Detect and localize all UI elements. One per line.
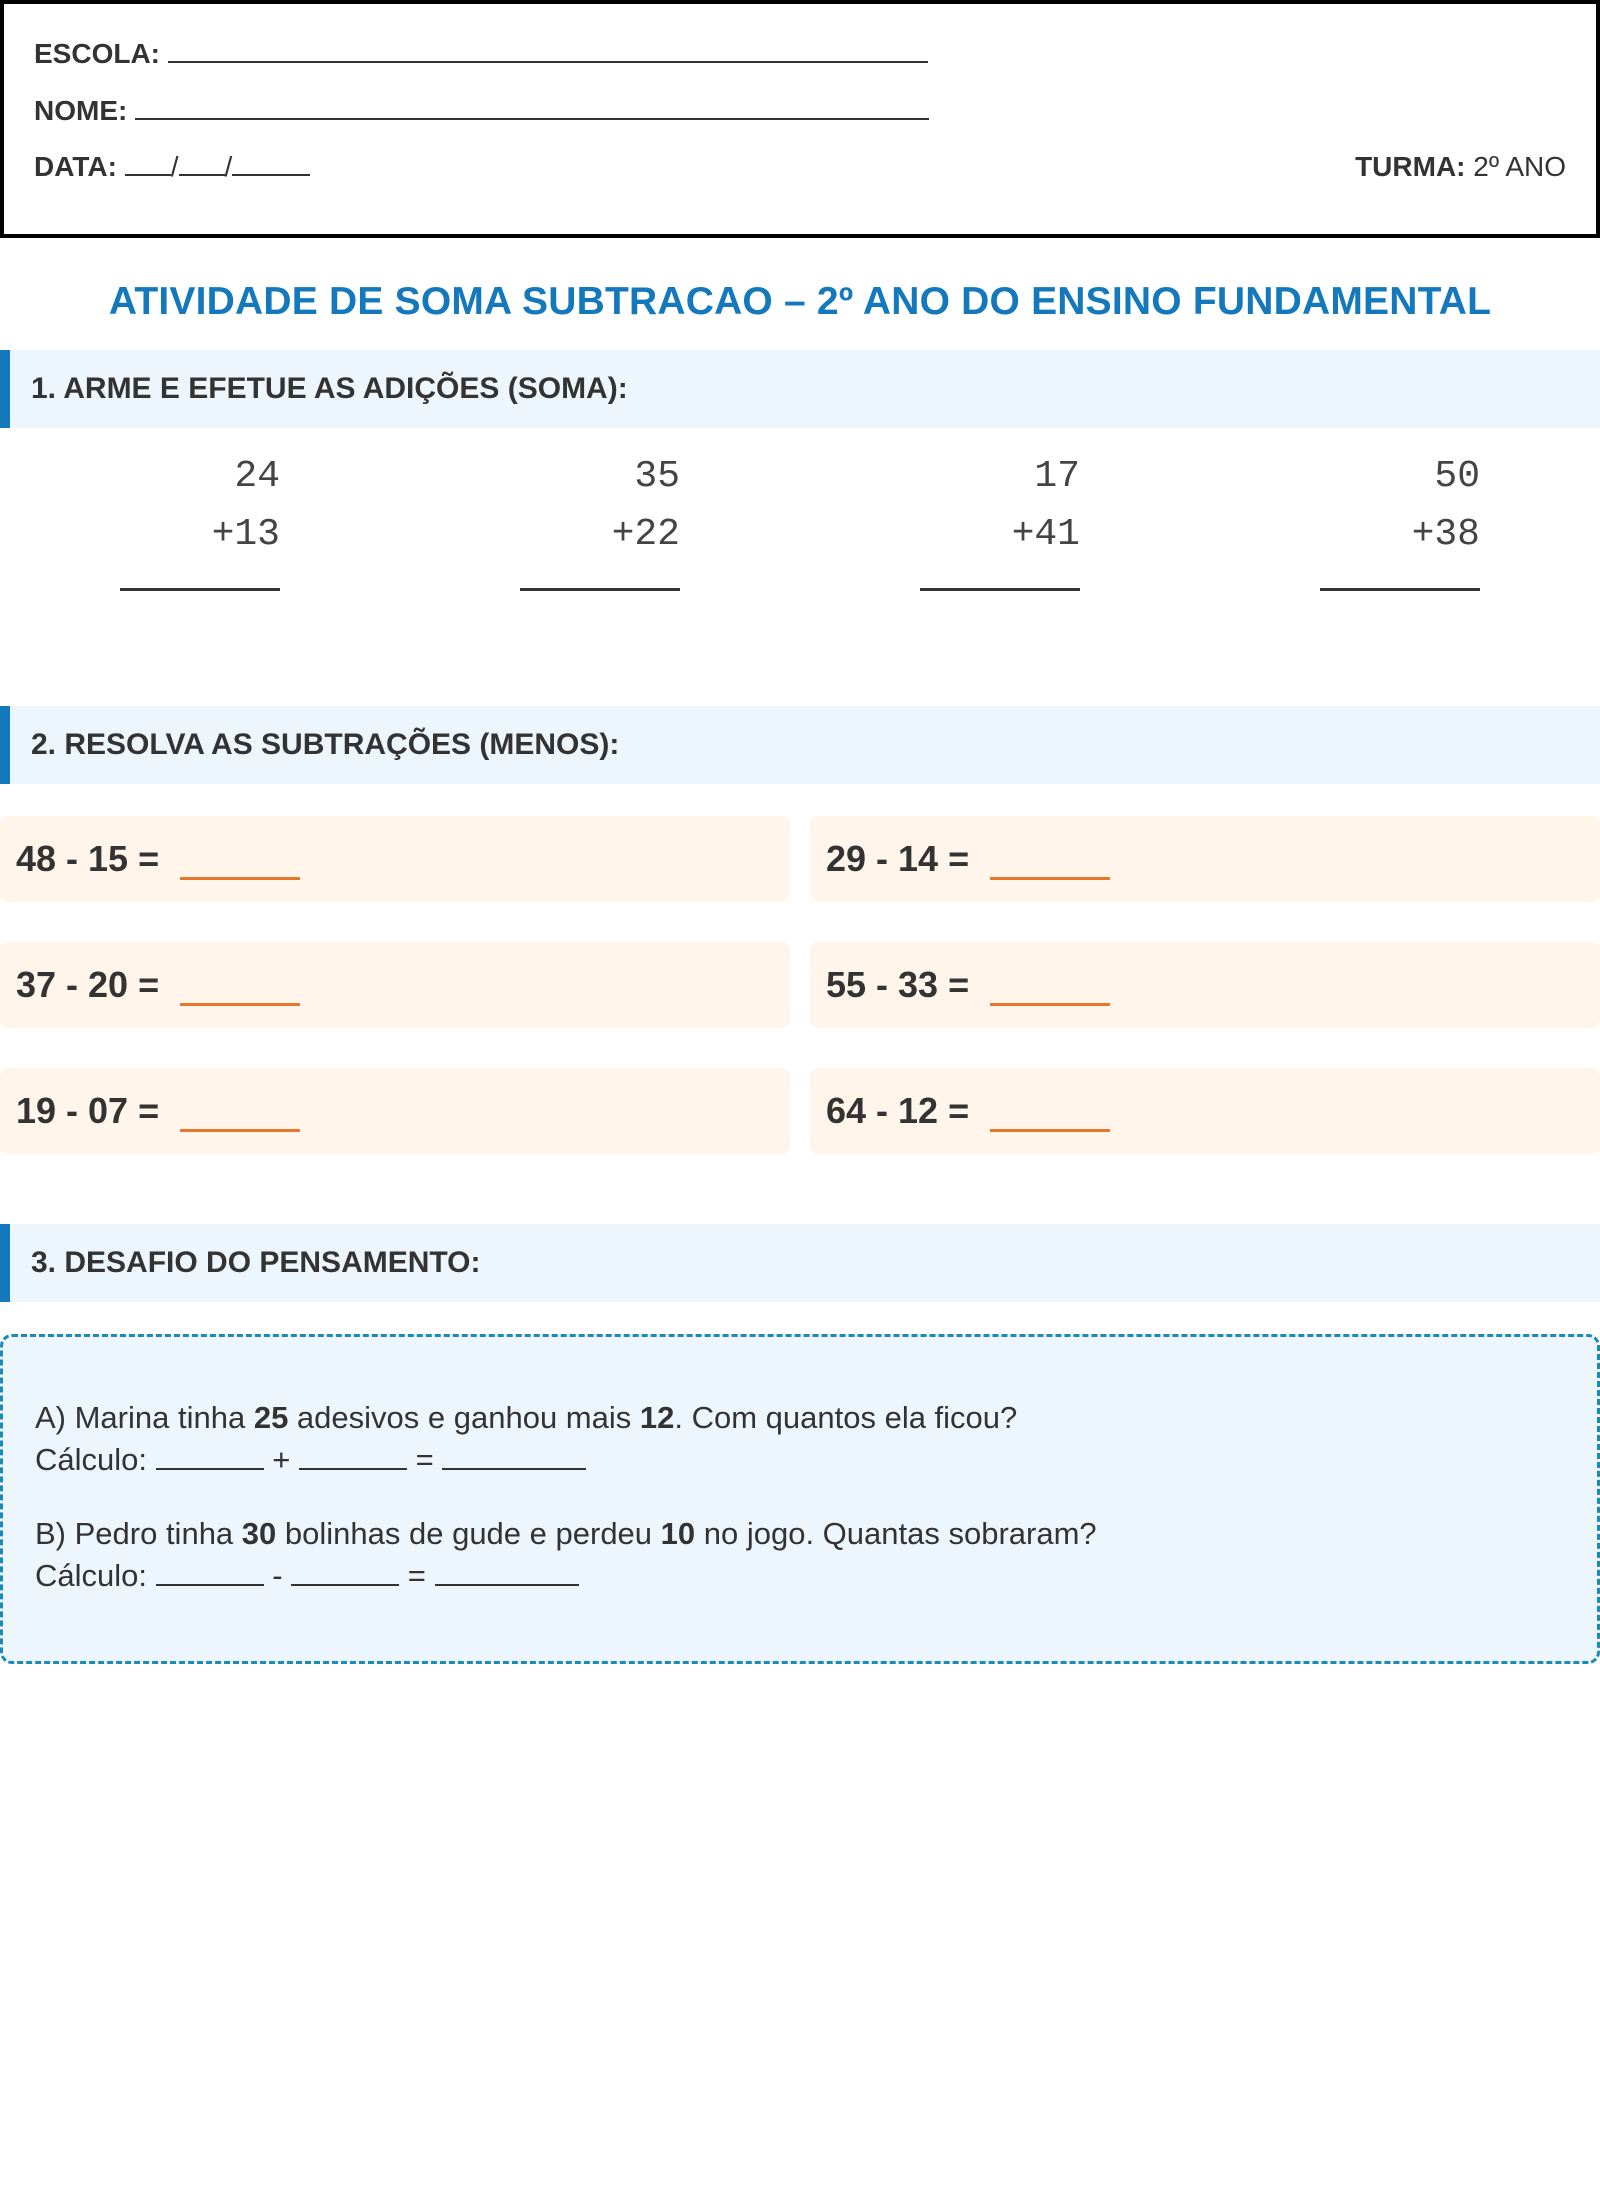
date-year-field[interactable]: [232, 154, 310, 176]
subtraction-equation: 55 - 33 =: [826, 964, 970, 1005]
escola-row: [34, 38, 928, 70]
addition-problem: [920, 455, 1080, 591]
sum-line[interactable]: [120, 571, 280, 591]
question-text: B) Pedro tinha: [35, 1516, 242, 1551]
subtraction-equation: 37 - 20 =: [16, 964, 160, 1005]
calc-blank[interactable]: [156, 1442, 264, 1470]
subtraction-card: [810, 1068, 1600, 1154]
calc-operator: -: [263, 1558, 292, 1593]
calc-result-blank[interactable]: [435, 1558, 579, 1586]
question-text: A) Marina tinha: [35, 1400, 254, 1435]
date-separator: /: [224, 151, 233, 182]
answer-blank[interactable]: [180, 1098, 300, 1132]
nome-label: NOME:: [34, 95, 128, 126]
nome-field[interactable]: [135, 98, 929, 120]
calc-label: Cálculo:: [35, 1442, 156, 1477]
sum-line[interactable]: [520, 571, 680, 591]
question-b-text: [35, 1513, 1097, 1555]
subtraction-card: [810, 816, 1600, 902]
question-number: 30: [241, 1516, 277, 1551]
calculation-row: [35, 1439, 1017, 1481]
turma-info: [1355, 151, 1566, 183]
section-1-header: [0, 350, 1600, 428]
calc-operator: +: [263, 1442, 299, 1477]
question-a-text: [35, 1397, 1017, 1439]
addend-top: 24: [234, 455, 280, 498]
section-1-heading: 1. ARME E EFETUE AS ADIÇÕES (SOMA):: [31, 372, 628, 405]
addend-bottom: +41: [1011, 513, 1080, 556]
section-2-heading: 2. RESOLVA AS SUBTRAÇÕES (MENOS):: [31, 728, 620, 761]
calc-label: Cálculo:: [35, 1558, 156, 1593]
question-text: . Com quantos ela ficou?: [674, 1400, 1018, 1435]
escola-field[interactable]: [168, 41, 928, 63]
question-number: 25: [253, 1400, 289, 1435]
question-number: 10: [660, 1516, 696, 1551]
turma-value: 2º ANO: [1473, 151, 1566, 182]
challenge-box: [0, 1334, 1600, 1664]
answer-blank[interactable]: [990, 1098, 1110, 1132]
subtraction-equation: 64 - 12 =: [826, 1090, 970, 1131]
subtraction-equation: 19 - 07 =: [16, 1090, 160, 1131]
subtraction-card: [0, 942, 790, 1028]
section-3-heading: 3. DESAFIO DO PENSAMENTO:: [31, 1246, 481, 1279]
subtraction-equation: 48 - 15 =: [16, 838, 160, 879]
calc-result-blank[interactable]: [442, 1442, 586, 1470]
date-month-field[interactable]: [179, 154, 225, 176]
section-2-header: [0, 706, 1600, 784]
calc-blank[interactable]: [291, 1558, 399, 1586]
page-title: ATIVIDADE DE SOMA SUBTRACAO – 2º ANO DO ENSINO FUNDAMENTAL: [108, 280, 1492, 323]
date-separator: /: [170, 151, 179, 182]
addend-top: 17: [1034, 455, 1080, 498]
nome-row: [34, 95, 929, 127]
date-day-field[interactable]: [125, 154, 171, 176]
calc-equals: =: [406, 1442, 443, 1477]
question-a: [35, 1397, 1017, 1481]
addend-bottom: +22: [611, 513, 680, 556]
addition-problem: [120, 455, 280, 591]
calc-blank[interactable]: [156, 1558, 264, 1586]
subtraction-card: [0, 816, 790, 902]
answer-blank[interactable]: [180, 972, 300, 1006]
answer-blank[interactable]: [990, 846, 1110, 880]
addend-top: 50: [1434, 455, 1480, 498]
answer-blank[interactable]: [180, 846, 300, 880]
subtraction-equation: 29 - 14 =: [826, 838, 970, 879]
addition-problem: [520, 455, 680, 591]
calc-blank[interactable]: [299, 1442, 407, 1470]
turma-label: TURMA:: [1355, 151, 1466, 182]
data-row: [34, 151, 310, 183]
addend-top: 35: [634, 455, 680, 498]
sum-line[interactable]: [1320, 571, 1480, 591]
calculation-row: [35, 1555, 1097, 1597]
question-text: no jogo. Quantas sobraram?: [695, 1516, 1097, 1551]
addition-problem: [1320, 455, 1480, 591]
sum-line[interactable]: [920, 571, 1080, 591]
addend-bottom: +38: [1411, 513, 1480, 556]
subtraction-card: [0, 1068, 790, 1154]
section-3-header: [0, 1224, 1600, 1302]
addend-bottom: +13: [211, 513, 280, 556]
data-label: DATA:: [34, 151, 117, 182]
question-number: 12: [639, 1400, 675, 1435]
answer-blank[interactable]: [990, 972, 1110, 1006]
calc-equals: =: [399, 1558, 435, 1593]
question-text: adesivos e ganhou mais: [288, 1400, 640, 1435]
escola-label: ESCOLA:: [34, 38, 160, 69]
student-info-box: [0, 0, 1600, 238]
subtraction-card: [810, 942, 1600, 1028]
question-b: [35, 1513, 1097, 1597]
question-text: bolinhas de gude e perdeu: [276, 1516, 661, 1551]
